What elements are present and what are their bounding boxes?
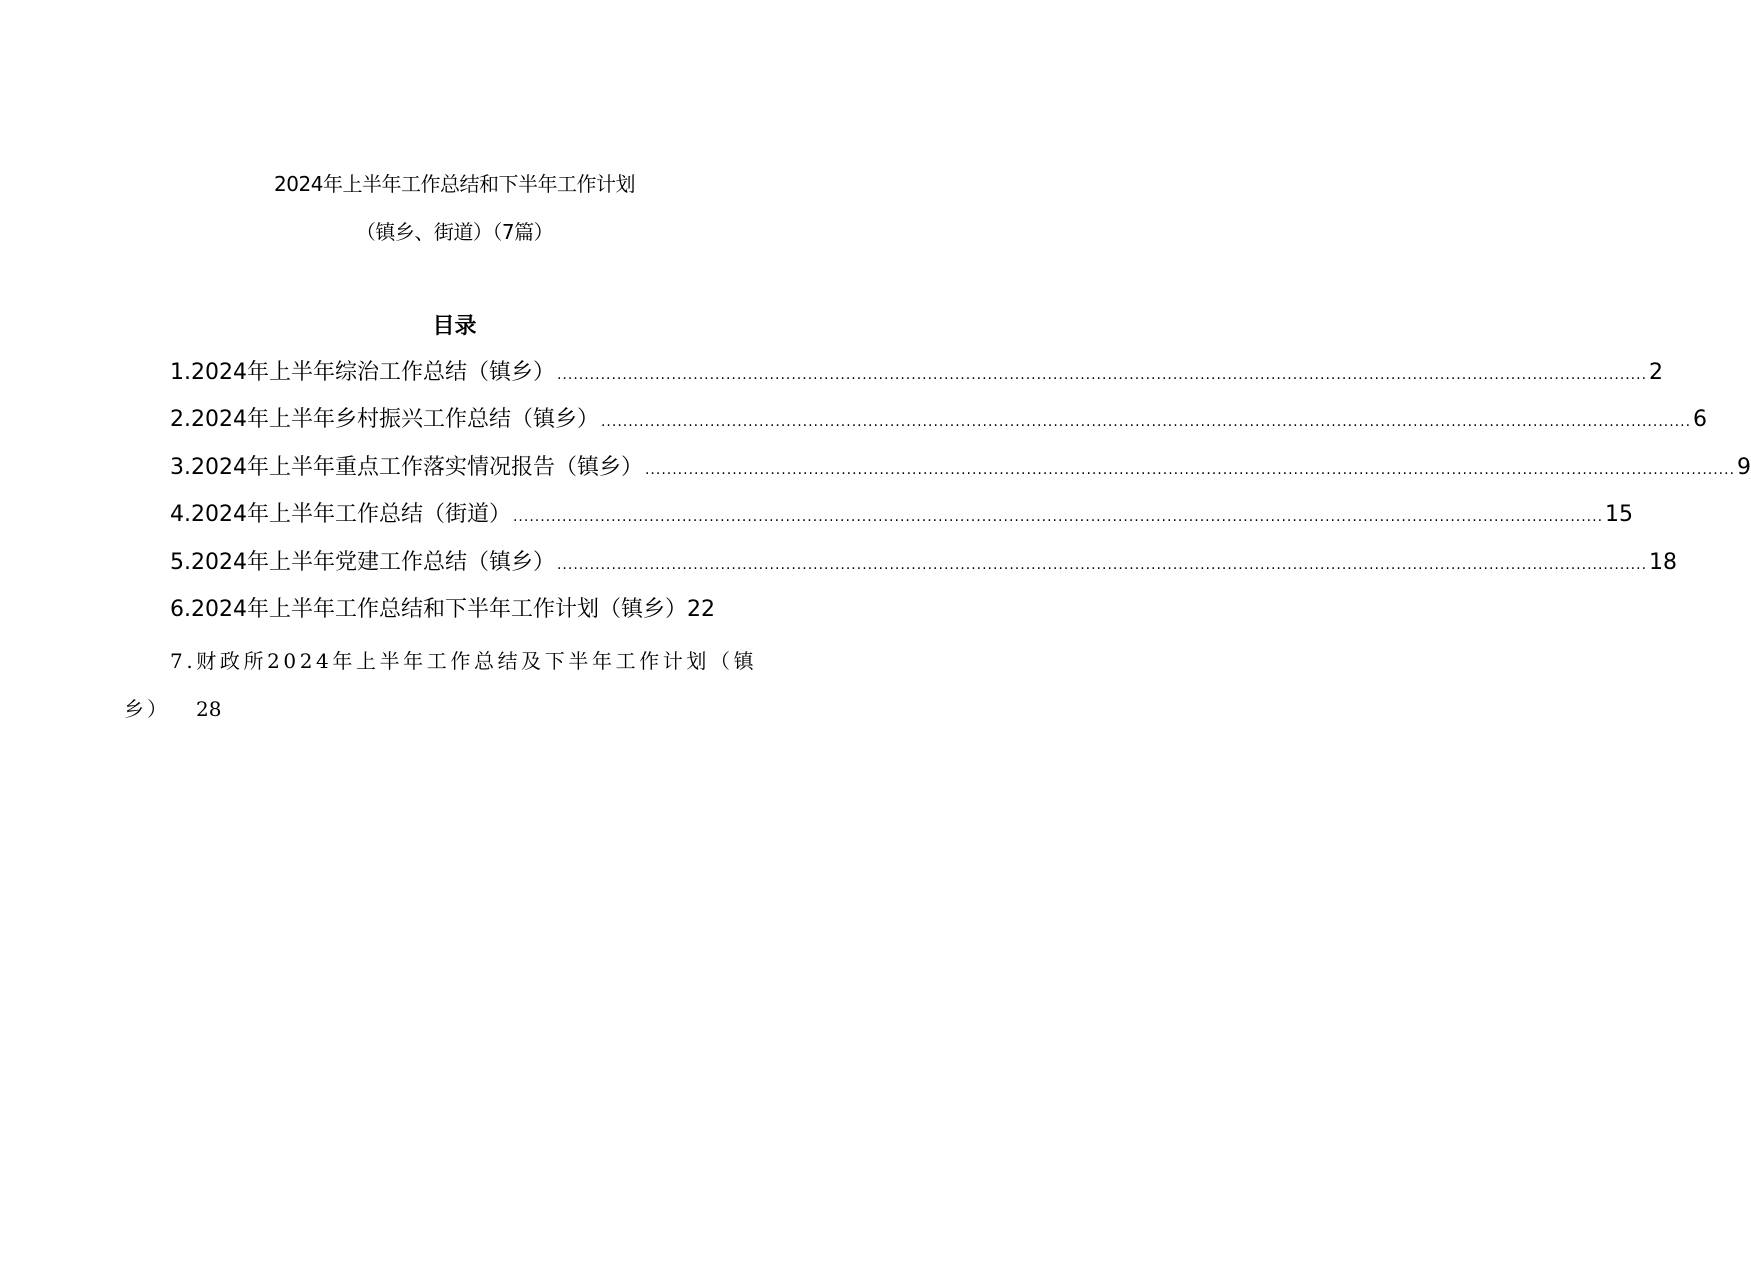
- toc-leader-dots: ........................................................................................................................................................................................................: [600, 414, 1692, 430]
- toc-entry-7-line-1[interactable]: 7.财政所2024年上半年工作总结及下半年工作计划（镇: [170, 649, 758, 673]
- toc-entry-title: 3.2024年上半年重点工作落实情况报告（镇乡）: [170, 455, 643, 480]
- toc-entry-1[interactable]: [170, 358, 1664, 388]
- toc-entry-page: 2: [1649, 360, 1664, 385]
- document-title-line-2: （镇乡、街道）（7篇）: [355, 220, 554, 244]
- toc-entry-page: 22: [686, 597, 715, 622]
- toc-entry-6[interactable]: [170, 595, 770, 625]
- toc-leader-dots: ........................................................................................................................................................................................................: [644, 462, 1736, 478]
- toc-heading: 目录: [432, 313, 477, 339]
- toc-entry-page: 28: [196, 697, 222, 721]
- toc-entry-page: 6: [1693, 407, 1708, 432]
- toc-entry-page: 9: [1737, 455, 1751, 480]
- toc-entry-title: 2.2024年上半年乡村振兴工作总结（镇乡）: [170, 407, 599, 432]
- toc-entry-title-continued: 乡）: [124, 697, 170, 721]
- toc-entry-page: 18: [1649, 550, 1678, 575]
- toc-entry-title: 5.2024年上半年党建工作总结（镇乡）: [170, 550, 555, 575]
- toc-entry-title: 4.2024年上半年工作总结（街道）: [170, 502, 511, 527]
- toc-entry-page: 15: [1605, 502, 1634, 527]
- document-title-line-1: 2024年上半年工作总结和下半年工作计划: [274, 172, 635, 196]
- toc-leader-dots: ........................................................................................................................................................................................................: [556, 557, 1648, 573]
- toc-entry-2[interactable]: [170, 405, 1708, 435]
- toc-entry-4[interactable]: [170, 500, 1634, 530]
- toc-entry-3[interactable]: [170, 453, 1751, 483]
- toc-leader-dots: ........................................................................................................................................................................................................: [512, 509, 1604, 525]
- toc-entry-title: 6.2024年上半年工作总结和下半年工作计划（镇乡）: [170, 597, 687, 622]
- toc-entry-5[interactable]: [170, 548, 1678, 578]
- toc-leader-dots: ........................................................................................................................................................................................................: [556, 367, 1648, 383]
- toc-entry-title: 1.2024年上半年综治工作总结（镇乡）: [170, 360, 555, 385]
- toc-entry-7-line-2[interactable]: [124, 694, 221, 724]
